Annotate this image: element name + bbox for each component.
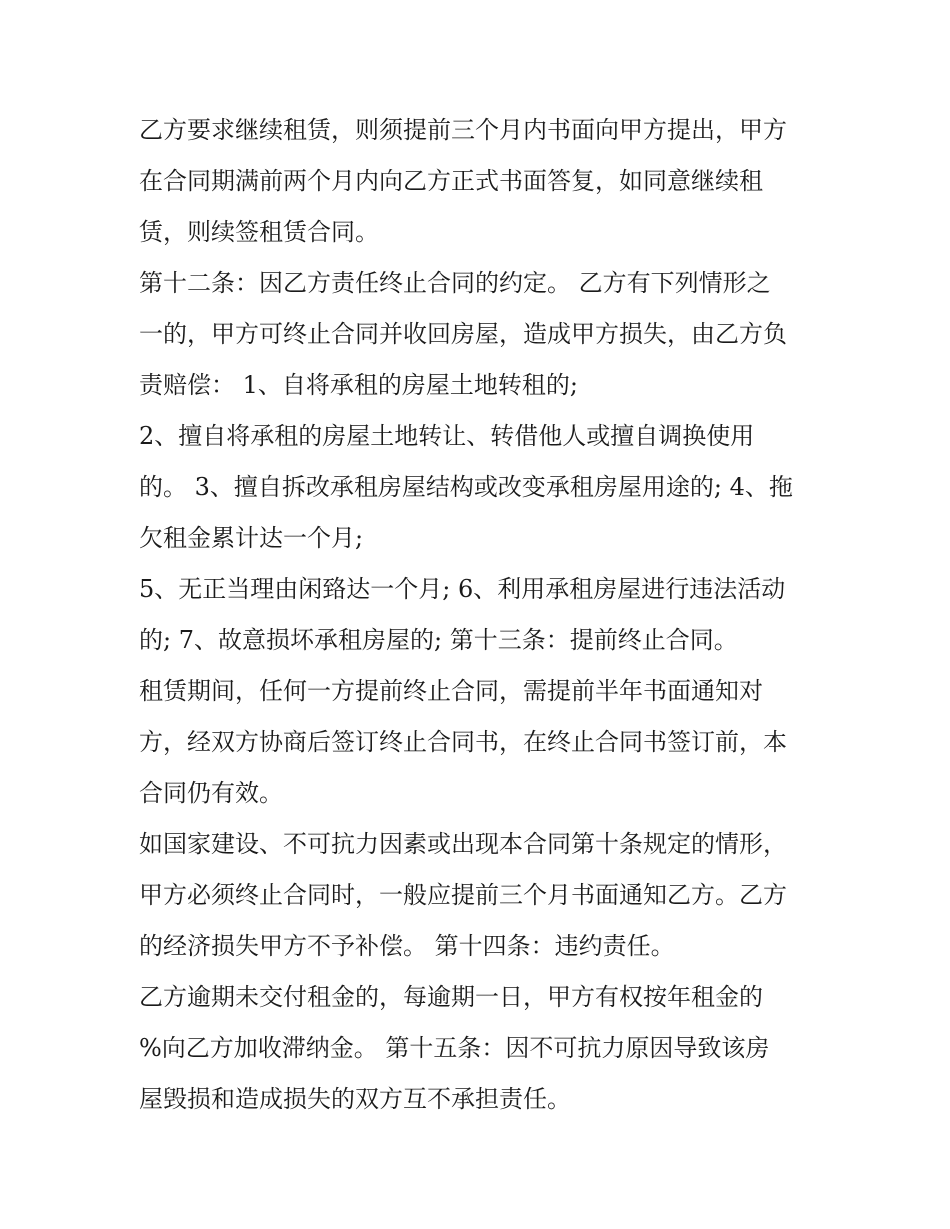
text-line: 责赔偿： 1、自将承租的房屋土地转租的; xyxy=(139,371,578,399)
paragraph-late-payment xyxy=(139,972,819,1125)
text-line: 在合同期满前两个月内向乙方正式书面答复，如同意继续租 xyxy=(139,167,763,195)
text-line: 乙方逾期未交付租金的，每逾期一日，甲方有权按年租金的 xyxy=(139,983,763,1011)
text-line: 一的，甲方可终止合同并收回房屋，造成甲方损失，由乙方负 xyxy=(139,320,787,348)
paragraph-article-12 xyxy=(139,258,819,411)
text-line: 第十二条：因乙方责任终止合同的约定。 乙方有下列情形之 xyxy=(139,269,771,297)
text-line: 如国家建设、不可抗力因素或出现本合同第十条规定的情形， xyxy=(139,830,787,858)
paragraph-items-2-4 xyxy=(139,411,819,564)
text-line: 方，经双方协商后签订终止合同书，在终止合同书签订前，本 xyxy=(139,728,787,756)
text-line: 甲方必须终止合同时，一般应提前三个月书面通知乙方。乙方 xyxy=(139,881,787,909)
paragraph-force-majeure xyxy=(139,819,819,972)
text-line: 合同仍有效。 xyxy=(139,779,283,807)
text-line: 的; 7、故意损坏承租房屋的; 第十三条：提前终止合同。 xyxy=(139,626,738,654)
text-line: 欠租金累计达一个月; xyxy=(139,524,364,552)
text-line: 屋毁损和造成损失的双方互不承担责任。 xyxy=(139,1085,571,1113)
paragraph-renewal xyxy=(139,105,819,258)
document-body xyxy=(139,105,819,1125)
paragraph-items-5-7 xyxy=(139,564,819,666)
text-line: %向乙方加收滞纳金。 第十五条：因不可抗力原因导致该房 xyxy=(139,1034,770,1062)
text-line: 2、擅自将承租的房屋土地转让、转借他人或擅自调换使用 xyxy=(139,422,755,450)
text-line: 5、无正当理由闲臵达一个月; 6、利用承租房屋进行违法活动 xyxy=(139,575,786,603)
text-line: 的。 3、擅自拆改承租房屋结构或改变承租房屋用途的; 4、拖 xyxy=(139,473,793,501)
text-line: 赁，则续签租赁合同。 xyxy=(139,218,379,246)
text-line: 的经济损失甲方不予补偿。 第十四条：违约责任。 xyxy=(139,932,675,960)
text-line: 租赁期间，任何一方提前终止合同，需提前半年书面通知对 xyxy=(139,677,763,705)
paragraph-early-termination xyxy=(139,666,819,819)
text-line: 乙方要求继续租赁，则须提前三个月内书面向甲方提出，甲方 xyxy=(139,116,787,144)
